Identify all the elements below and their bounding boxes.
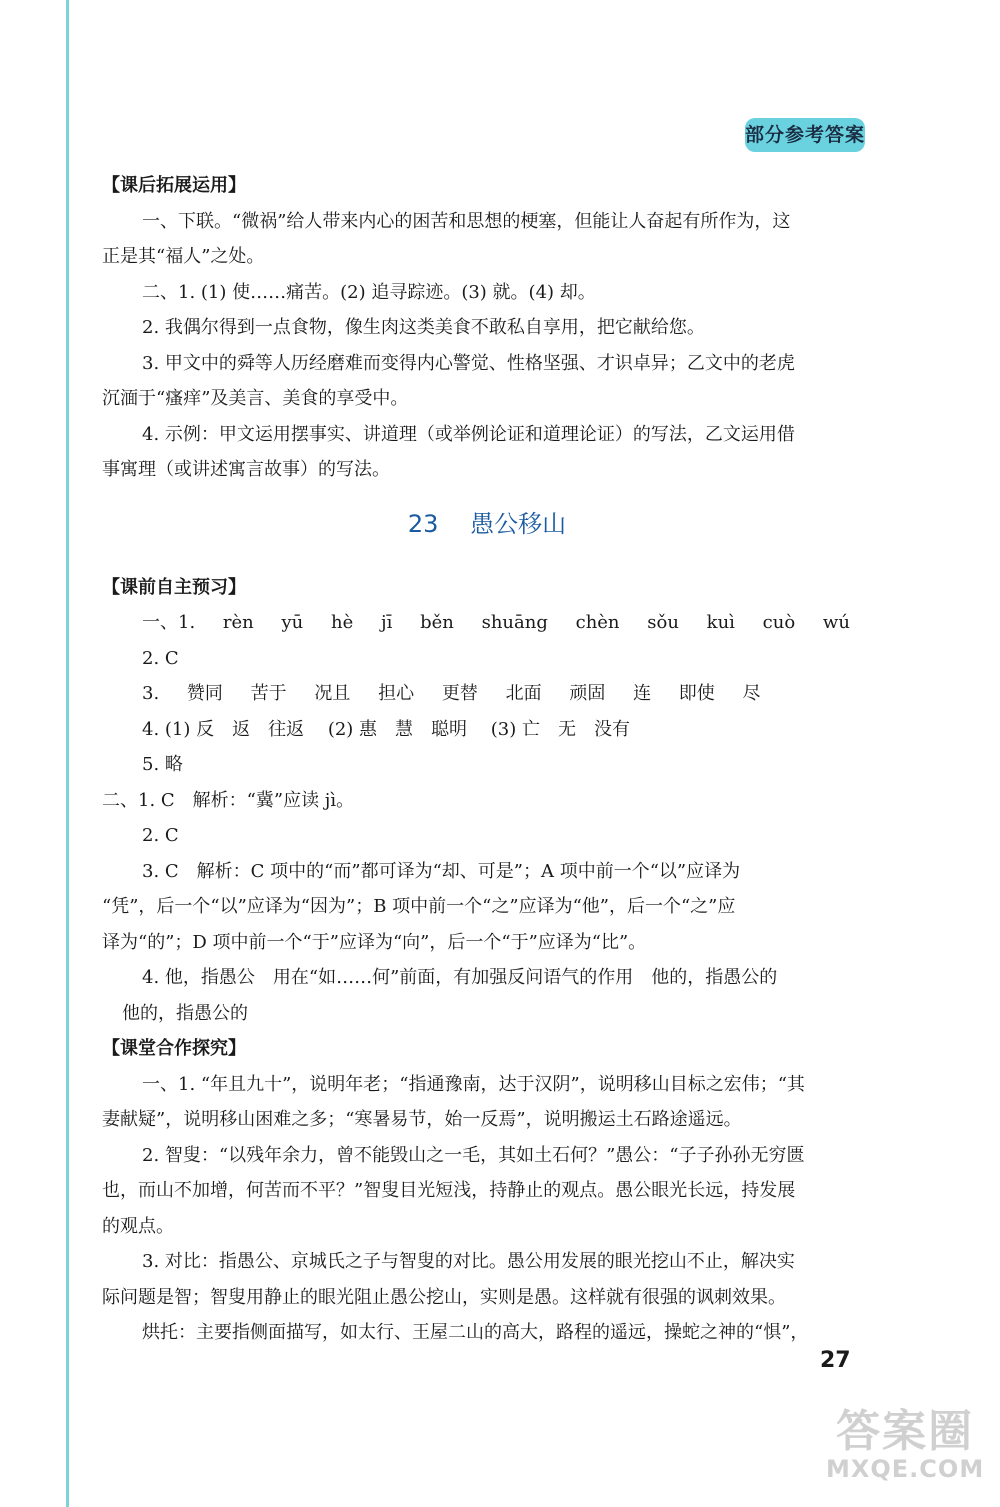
answer-line: 沉湎于“瘙痒”及美言、美食的享受中。	[102, 388, 409, 409]
word-item: 苦于	[250, 683, 287, 704]
answer-line: 二、1. (1) 使……痛苦。(2) 追寻踪迹。(3) 就。(4) 却。	[142, 281, 596, 303]
answer-line: “凭”，后一个“以”应译为“因为”；B 项中前一个“之”应译为“他”，后一个“之”应	[102, 896, 736, 917]
pinyin-item: rèn	[222, 612, 254, 633]
answer-line: 3. 甲文中的舜等人历经磨难而变得内心警觉、性格坚强、才识卓异；乙文中的老虎	[142, 352, 795, 374]
answer-line: 也，而山不加增，何苦而不平？”智叟目光短浅，持静止的观点。愚公眼光长远，持发展	[102, 1180, 796, 1201]
answer-line: 的观点。	[102, 1215, 174, 1237]
page-number: 27	[820, 1348, 851, 1373]
pinyin-item: běn	[420, 612, 454, 633]
word-item: 连	[633, 683, 652, 704]
watermark-text: 答案圈	[836, 1406, 975, 1457]
pinyin-item: wú	[822, 612, 850, 633]
lesson-number: 23	[407, 509, 439, 538]
word-item: 顽固	[569, 683, 606, 704]
answer-line: 际问题是智；智叟用静止的眼光阻止愚公挖山，实则是愚。这样就有很强的讽刺效果。	[102, 1286, 786, 1308]
word-prefix: 3.	[142, 683, 160, 704]
pinyin-item: hè	[331, 612, 354, 633]
answer-line: 4. 示例：甲文运用摆事实、讲道理（或举例论证和道理论证）的写法，乙文运用借	[142, 423, 795, 445]
section-tag: 部分参考答案	[745, 118, 865, 152]
lesson-title	[102, 488, 872, 570]
answer-line: 4. 他，指愚公 用在“如……何”前面，有加强反问语气的作用 他的，指愚公的	[142, 967, 778, 988]
watermark-logo	[826, 1408, 984, 1483]
word-list-line	[102, 676, 872, 712]
answer-line: 一、1. “年且九十”，说明年老；“指通豫南，达于汉阴”，说明移山目标之宏伟；“其	[142, 1073, 805, 1095]
answer-line: 烘托：主要指侧面描写，如太行、王屋二山的高大，路程的遥远，操蛇之神的“惧”，	[142, 1322, 809, 1343]
answer-line: 他的，指愚公的	[122, 1002, 248, 1024]
answer-line: 事寓理（或讲述寓言故事）的写法。	[102, 459, 390, 480]
answer-line: 正是其“福人”之处。	[102, 246, 265, 267]
answer-line: 2. C	[142, 825, 179, 846]
word-item: 更替	[441, 683, 478, 704]
answer-line: 2. 智叟：“以残年余力，曾不能毁山之一毛，其如土石何？”愚公：“子子孙孙无穷匮	[142, 1144, 805, 1166]
word-item: 尽	[742, 683, 761, 704]
pinyin-item: kuì	[706, 612, 735, 633]
pinyin-prefix: 一、1.	[142, 612, 196, 633]
pinyin-item: chèn	[575, 612, 620, 633]
answer-line: 5. 略	[142, 754, 183, 775]
answer-line: 译为“的”；D 项中前一个“于”应译为“向”，后一个“于”应译为“比”。	[102, 931, 647, 953]
word-item: 担心	[378, 683, 415, 704]
section-heading-class: 【课堂合作探究】	[102, 1038, 246, 1059]
answer-line: 3. C 解析：C 项中的“而”都可译为“却、可是”；A 项中前一个“以”应译为	[142, 860, 741, 882]
answer-line: 2. C	[142, 647, 179, 669]
word-item: 即使	[678, 683, 715, 704]
pinyin-item: jī	[381, 612, 393, 633]
section-heading-after-class: 【课后拓展运用】	[102, 175, 246, 196]
section-heading-preview: 【课前自主预习】	[102, 576, 246, 598]
pinyin-line	[102, 605, 872, 641]
lesson-name: 愚公移山	[470, 509, 567, 538]
page-margin-rule	[66, 0, 69, 1507]
pinyin-item: yū	[281, 612, 304, 633]
watermark-url: MXQE.COM	[826, 1455, 985, 1484]
answer-line: 4. (1) 反 返 往返 (2) 惠 慧 聪明 (3) 亡 无 没有	[142, 718, 630, 740]
answer-line: 一、下联。“微祸”给人带来内心的困苦和思想的梗塞，但能让人奋起有所作为，这	[142, 210, 791, 232]
page-content	[102, 168, 872, 1351]
answer-line: 2. 我偶尔得到一点食物，像生肉这类美食不敢私自享用，把它献给您。	[142, 317, 705, 338]
pinyin-item: shuāng	[481, 612, 548, 633]
answer-line: 3. 对比：指愚公、京城氏之子与智叟的对比。愚公用发展的眼光挖山不止，解决实	[142, 1251, 795, 1272]
answer-line: 二、1. C 解析：“冀”应读 jì。	[102, 789, 355, 811]
pinyin-item: cuò	[762, 612, 796, 633]
pinyin-item: sǒu	[647, 612, 679, 633]
word-item: 况且	[314, 683, 351, 704]
word-item: 赞同	[186, 683, 223, 704]
answer-line: 妻献疑”，说明移山困难之多；“寒暑易节，始一反焉”，说明搬运土石路途遥远。	[102, 1109, 742, 1130]
word-item: 北面	[505, 683, 542, 704]
